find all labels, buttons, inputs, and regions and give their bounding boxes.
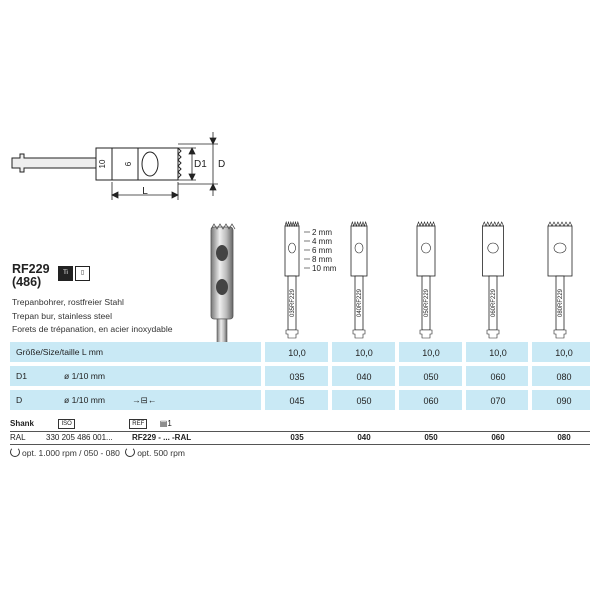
depth-mark-lines (304, 232, 310, 268)
table-cell: 050 (356, 396, 372, 406)
table-cell: 050 (423, 372, 439, 382)
pack-icon: ▤ (159, 419, 168, 429)
tool-window (554, 243, 566, 253)
row-unit: ø 1/10 mm (64, 371, 106, 381)
titanium-badge: Ti (58, 266, 73, 281)
tool-engraving: 080RF229 (558, 288, 564, 318)
tool-latch (286, 330, 298, 338)
ral-size: 035 (290, 433, 304, 442)
table-cell: 080 (556, 372, 572, 382)
tool-window (422, 243, 431, 253)
tool-latch (554, 330, 566, 338)
rpm-info (10, 447, 185, 458)
product-code: RF229 (12, 262, 50, 276)
depth-mark-10: 10 mm (312, 264, 337, 273)
table-cell: 090 (556, 396, 572, 406)
table-cell: 070 (490, 396, 506, 406)
pack-count: 1 (167, 419, 172, 429)
tool-engraving: 060RF229 (491, 288, 497, 318)
drawing-num-6: 6 (124, 161, 133, 167)
tool-window (289, 243, 296, 253)
label-D1: D1 (194, 159, 207, 170)
column-separator (328, 342, 332, 410)
ral-label: RAL (10, 433, 26, 442)
ral-size: 060 (491, 433, 505, 442)
table-cell: 10,0 (489, 348, 507, 358)
row-label: Größe/Size/taille L mm (16, 347, 104, 357)
tool-teeth (483, 222, 504, 226)
shank-label: Shank (10, 419, 35, 429)
tool-latch (420, 330, 432, 338)
ral-size: 040 (357, 433, 371, 442)
ral-size: 080 (557, 433, 571, 442)
table-cell: 10,0 (555, 348, 573, 358)
product-code-block (12, 263, 50, 289)
rotation-icon (125, 447, 135, 457)
desc-de: Trepanbohrer, rostfreier Stahl (12, 297, 124, 307)
product-photo-svg (205, 215, 245, 345)
shank-row (10, 419, 172, 429)
ref-box: REF (129, 419, 147, 429)
material-badges (58, 266, 92, 284)
ral-size: 050 (424, 433, 438, 442)
table-cell: 10,0 (288, 348, 306, 358)
tool-engraving: 035RF229 (290, 288, 296, 318)
tool-window (488, 243, 499, 253)
table-cell: 035 (289, 372, 305, 382)
column-separator (462, 342, 466, 410)
tool-latch (487, 330, 499, 338)
iso-code: 330 205 486 001... (46, 433, 113, 442)
tool-engraving: 050RF229 (424, 288, 430, 318)
tool-drawing (548, 222, 572, 338)
column-separator (261, 342, 265, 410)
depth-mark-8: 8 mm (312, 255, 332, 264)
rpm-text-2: opt. 500 rpm (137, 448, 185, 458)
tool-teeth (285, 222, 299, 226)
table-cell: 10,0 (422, 348, 440, 358)
ral-row (10, 431, 590, 445)
drawing-num-10: 10 (98, 159, 107, 169)
tool-teeth (351, 222, 367, 226)
column-separator (395, 342, 399, 410)
tool-drawing (351, 222, 367, 338)
table-cell: 060 (423, 396, 439, 406)
label-L: L (142, 186, 148, 197)
depth-mark-4: 4 mm (312, 237, 332, 246)
tool-drawing (483, 222, 504, 338)
product-descriptions (12, 296, 173, 337)
row-unit: ø 1/10 mm (64, 395, 106, 405)
tool-teeth (548, 222, 572, 226)
technical-drawing (0, 0, 600, 240)
depth-mark-6: 6 mm (312, 246, 332, 255)
depth-mark-2: 2 mm (312, 228, 332, 237)
table-cell: 10,0 (355, 348, 373, 358)
row-extra-icon: →⊟← (132, 395, 157, 405)
tool-engraving: 040RF229 (357, 288, 363, 318)
tool-drawings (270, 218, 590, 340)
drawing-bur (12, 148, 181, 180)
tool-drawing (285, 222, 299, 338)
tool-drawing (417, 222, 435, 338)
tool-teeth (417, 222, 435, 226)
product-figure: (486) (12, 275, 42, 289)
iso-box: ISO (58, 419, 74, 429)
table-cell: 040 (356, 372, 372, 382)
tool-window (355, 243, 363, 253)
row-label: D1 (16, 371, 27, 381)
label-D: D (218, 159, 226, 170)
trepan-icon: ▯ (75, 266, 90, 281)
table-cell: 045 (289, 396, 305, 406)
desc-fr: Forets de trépanation, en acier inoxydable (12, 324, 173, 335)
rpm-text-1: opt. 1.000 rpm / 050 - 080 (22, 448, 120, 458)
column-separator (528, 342, 532, 410)
tool-latch (353, 330, 365, 338)
desc-en: Trepan bur, stainless steel (12, 310, 112, 321)
ref-code: RF229 - ... -RAL (132, 433, 192, 442)
table-cell: 060 (490, 372, 506, 382)
row-label: D (16, 395, 23, 405)
rotation-icon (10, 447, 20, 457)
